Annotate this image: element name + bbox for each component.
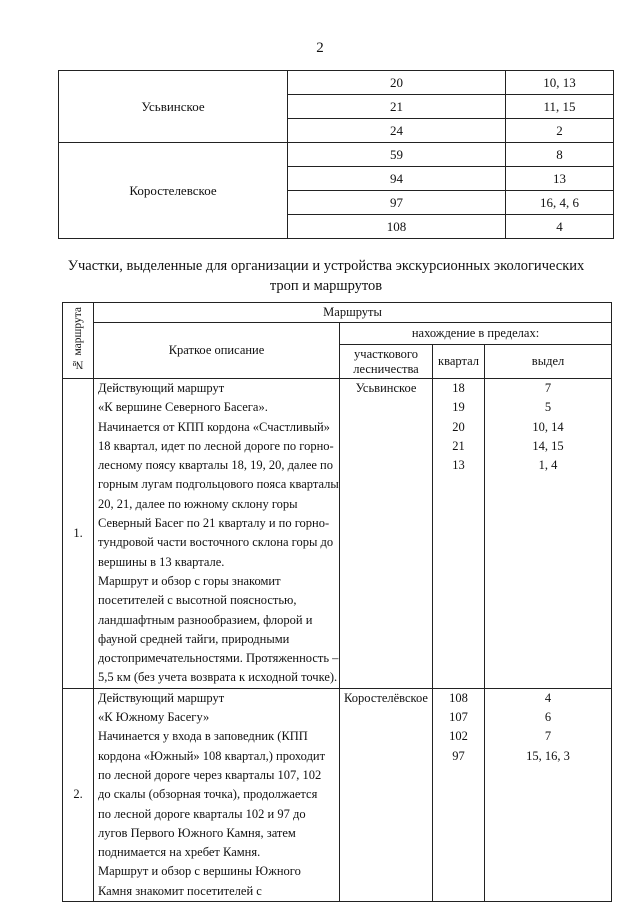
description-line: Начинается у входа в заповедник (КПП	[98, 729, 308, 744]
forestry-cell: Коростелевское	[59, 143, 288, 239]
section-heading	[40, 256, 612, 296]
route-quarters	[433, 379, 485, 689]
page-number: 2	[316, 40, 324, 56]
header-description: Краткое описание	[94, 323, 340, 379]
description-line: лугов Первого Южного Камня, затем	[98, 825, 296, 840]
quarter-value: 97	[452, 748, 465, 763]
route-allotments	[485, 379, 612, 689]
allotment-cell: 16, 4, 6	[506, 191, 614, 215]
quarter-cell: 108	[288, 215, 506, 239]
section-heading-line1: Участки, выделенные для организации и устройства экскурсионных экологических	[67, 258, 585, 274]
allotment-value: 7	[544, 729, 552, 744]
description-line: «К Южному Басегу»	[98, 710, 210, 725]
header-allotment: выдел	[485, 345, 612, 379]
description-line: Действующий маршрут	[98, 381, 225, 395]
quarter-cell: 20	[288, 71, 506, 95]
route-row	[63, 688, 612, 901]
description-line: поднимается на хребет Камня.	[98, 845, 261, 860]
description-line: тундровой части восточного склона горы до	[98, 535, 334, 550]
route-allotments	[485, 688, 612, 901]
quarter-cell: 24	[288, 119, 506, 143]
quarter-cell: 59	[288, 143, 506, 167]
quarter-value: 19	[452, 400, 465, 415]
description-line: Маршрут и обзор с вершины Южного	[98, 864, 301, 879]
description-line: кордона «Южный» 108 квартал,) проходит	[98, 748, 326, 763]
quarters-row	[59, 143, 614, 167]
description-line: фауной средней тайги, природными	[98, 631, 290, 646]
allotment-cell: 4	[506, 215, 614, 239]
quarters-table	[58, 70, 614, 239]
route-description	[94, 688, 340, 901]
allotment-cell: 10, 13	[506, 71, 614, 95]
quarter-value: 108	[449, 690, 468, 705]
quarter-value: 20	[452, 419, 465, 434]
header-forestry: участкового лесничества	[340, 345, 433, 379]
description-line: лесному поясу кварталы 18, 19, 20, далее по	[98, 458, 333, 473]
description-line: Камня знакомит посетителей с	[98, 883, 262, 898]
forestry-cell: Усьвинское	[59, 71, 288, 143]
header-route-number	[63, 303, 94, 379]
description-line: Маршрут и обзор с горы знакомит	[98, 573, 281, 588]
description-line: 20, 21, далее по южному склону горы	[98, 496, 298, 511]
quarter-cell: 21	[288, 95, 506, 119]
description-line: 5,5 км (без учета возврата к исходной точке).	[98, 670, 338, 685]
route-forestry: Коростелёвское	[340, 688, 433, 901]
description-line: посетителей с высотной поясностью,	[98, 593, 297, 608]
allotment-cell: 11, 15	[506, 95, 614, 119]
quarter-cell: 94	[288, 167, 506, 191]
header-route-number-text: № маршрута	[72, 306, 84, 371]
description-line: до скалы (обзорная точка), продолжается	[98, 787, 318, 802]
header-routes: Маршруты	[94, 303, 612, 323]
header-quarter: квартал	[433, 345, 485, 379]
allotment-value: 6	[544, 710, 552, 725]
allotment-value: 15, 16, 3	[526, 748, 570, 763]
allotment-value: 1, 4	[538, 458, 558, 473]
allotment-cell: 8	[506, 143, 614, 167]
allotment-cell: 2	[506, 119, 614, 143]
description-line: Действующий маршрут	[98, 690, 225, 705]
quarter-cell: 97	[288, 191, 506, 215]
routes-table-body	[63, 379, 612, 902]
description-line: по лесной дороге кварталы 102 и 97 до	[98, 806, 306, 821]
allotment-value: 7	[544, 381, 552, 395]
allotment-value: 14, 15	[532, 438, 564, 453]
description-line: по лесной дороге через кварталы 107, 102	[98, 767, 322, 782]
section-heading-line2: троп и маршрутов	[269, 278, 383, 294]
route-description	[94, 379, 340, 689]
route-row	[63, 379, 612, 689]
quarters-row	[59, 71, 614, 95]
routes-table	[62, 302, 612, 902]
description-line: ландшафтным разнообразием, флорой и	[98, 612, 313, 627]
description-line: Начинается от КПП кордона «Счастливый»	[98, 419, 330, 434]
allotment-cell: 13	[506, 167, 614, 191]
route-quarters	[433, 688, 485, 901]
allotment-value: 10, 14	[532, 419, 564, 434]
allotment-value: 5	[544, 400, 552, 415]
allotment-value: 4	[544, 690, 552, 705]
description-line: горным лугам подгольцового пояса кварталы	[98, 477, 339, 492]
description-line: достопримечательностями. Протяженность –	[98, 651, 339, 666]
route-forestry: Усьвинское	[340, 379, 433, 689]
routes-table-head	[63, 303, 612, 379]
quarter-value: 18	[452, 381, 465, 395]
quarter-value: 102	[449, 729, 468, 744]
quarters-table-body	[59, 71, 614, 239]
header-location: нахождение в пределах:	[340, 323, 612, 345]
quarter-value: 107	[449, 710, 468, 725]
description-line: 18 квартал, идет по лесной дороге по горно-	[98, 438, 334, 453]
route-number: 2.	[63, 688, 94, 901]
route-number: 1.	[63, 379, 94, 689]
description-line: «К вершине Северного Басега».	[98, 400, 268, 415]
quarter-value: 21	[452, 438, 465, 453]
description-line: вершины в 13 квартале.	[98, 554, 225, 569]
quarter-value: 13	[452, 458, 465, 473]
description-line: Северный Басег по 21 кварталу и по горно-	[98, 516, 330, 531]
